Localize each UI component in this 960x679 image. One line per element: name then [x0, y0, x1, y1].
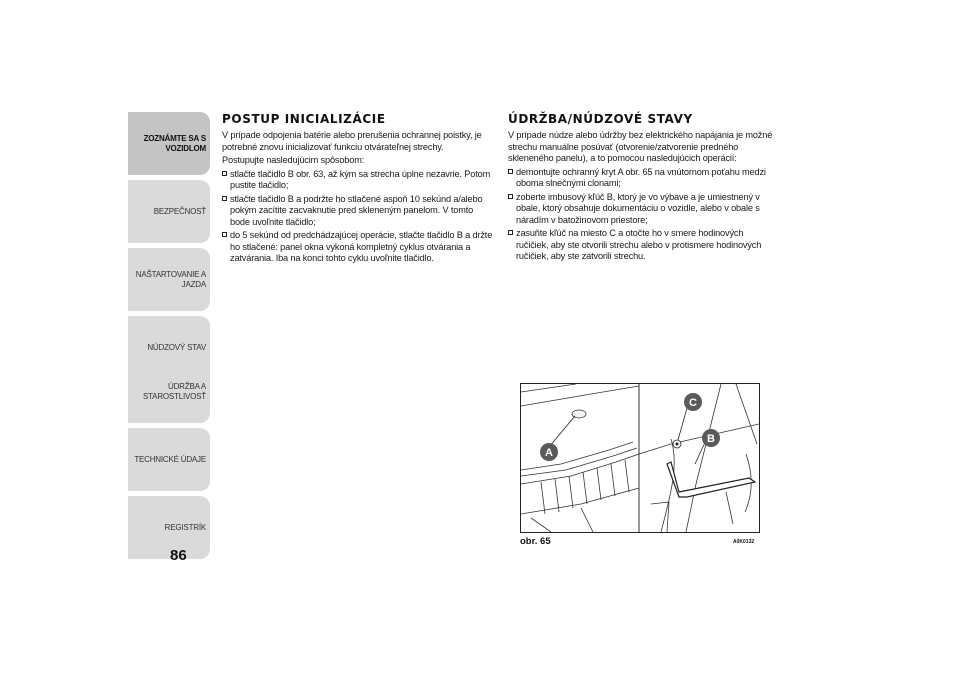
callout-c — [684, 393, 702, 411]
left-column — [222, 112, 494, 267]
tab-label: TECHNICKÉ ÚDAJE — [134, 454, 206, 464]
list-item: zasuňte kľúč na miesto C a otočte ho v smere hodinových ručičiek, aby ste otvorili strechu alebo v protismere hodinových ručičiek, aby ste zatvorili strechu. — [508, 228, 778, 263]
callout-a — [540, 443, 558, 461]
callout-a-label: A — [545, 447, 553, 459]
list-item: demontujte ochranný kryt A obr. 65 na vnútornom poťahu medzi oboma slnečnými clonami; — [508, 167, 778, 190]
tab-udrzba[interactable] — [128, 360, 210, 423]
list-item: stlačte tlačidlo B obr. 63, až kým sa strecha úplne nezavrie. Potom pustite tlačidlo; — [222, 169, 494, 192]
callout-b-label: B — [707, 433, 715, 445]
tab-label: NAŠTARTOVANIE A JAZDA — [135, 269, 206, 289]
checkbox-bullet-icon — [508, 230, 513, 235]
tab-nastartovanie[interactable] — [128, 248, 210, 311]
tab-registrik[interactable] — [128, 496, 210, 559]
callout-b — [702, 429, 720, 447]
checkbox-bullet-icon — [222, 232, 227, 237]
tab-label: NÚDZOVÝ STAV — [147, 342, 206, 352]
steps-list — [508, 167, 778, 263]
section-title: POSTUP INICIALIZÁCIE — [222, 112, 386, 126]
checkbox-bullet-icon — [508, 169, 513, 174]
figure-caption: obr. 65 — [520, 536, 551, 547]
checkbox-bullet-icon — [222, 171, 227, 176]
figure-roof-illustration — [520, 383, 760, 533]
list-item: do 5 sekúnd od predchádzajúcej operácie, stlačte tlačidlo B a držte ho stlačené: panel okna vykoná kompletný cyklus otvárania a zatvárania. Iba na konci tohto cyklu uvoľnite tlačidlo. — [222, 230, 494, 265]
list-item: zoberte imbusový kľúč B, ktorý je vo výbave a je umiestnený v obale, ktorý obsahuje dokumentáciu o vozidle, alebo v obale s náradím v batožinovom priestore; — [508, 192, 778, 227]
roof-drawing — [521, 384, 759, 532]
intro-paragraph: V prípade odpojenia batérie alebo prerušenia ochrannej poistky, je potrebné znovu inicializovať funkciu otvárateľnej strechy. — [222, 130, 482, 152]
checkbox-bullet-icon — [508, 194, 513, 199]
intro-paragraph: V prípade núdze alebo údržby bez elektrického napájania je možné strechu manuálne posúvať (otvorenie/zatvorenie predného skleneného panelu), a to pomocou nasledujúcich operácií: — [508, 130, 773, 163]
tab-technicke-udaje[interactable] — [128, 428, 210, 491]
tab-zoznamte-sa[interactable] — [128, 112, 210, 175]
right-column — [508, 112, 778, 265]
callout-c-label: C — [689, 397, 697, 409]
steps-list — [222, 169, 494, 265]
section-title: ÚDRŽBA/NÚDZOVÉ STAVY — [508, 112, 693, 126]
tab-bezpecnost[interactable] — [128, 180, 210, 243]
tab-label: ÚDRŽBA A STAROSTLIVOSŤ — [142, 381, 206, 401]
tab-label: ZOZNÁMTE SA S VOZIDLOM — [143, 133, 206, 153]
figure-code: A0K0132 — [733, 539, 755, 545]
page-number: 86 — [170, 547, 187, 564]
list-item: stlačte tlačidlo B a podržte ho stlačené aspoň 10 sekúnd a/alebo pokým zacítite zacvaknutie pred skleneným panelom. V tomto bode uvoľnite tlačidlo; — [222, 194, 494, 229]
checkbox-bullet-icon — [222, 196, 227, 201]
lead-paragraph: Postupujte nasledujúcim spôsobom: — [222, 155, 365, 165]
tab-label: REGISTRÍK — [164, 522, 206, 532]
tab-label: BEZPEČNOSŤ — [153, 206, 206, 216]
